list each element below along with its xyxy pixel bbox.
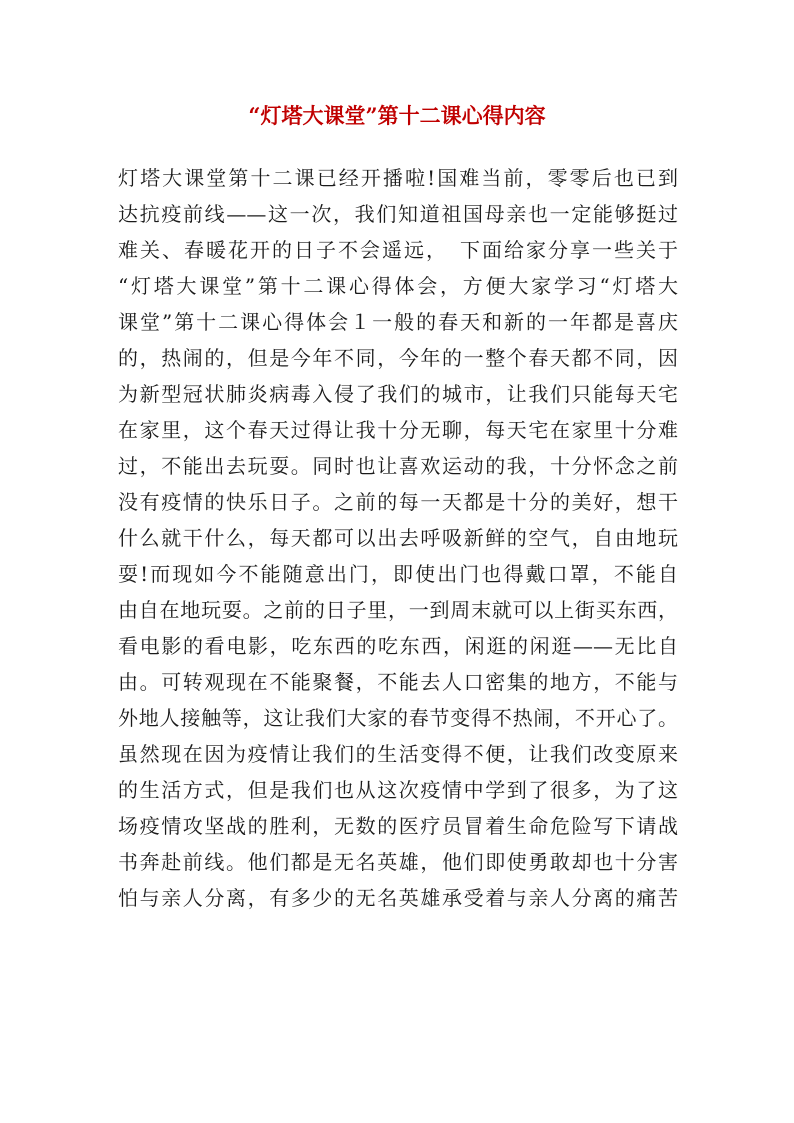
text-line-20: 书奔赴前线。他们都是无名英雄，他们即使勇敢却也十分害: [118, 850, 678, 874]
text-line-14: 看电影的看电影，吃东西的吃东西，闲逛的闲逛——无比自: [118, 634, 678, 658]
text-line-4: “灯塔大课堂”第十二课心得体会，方便大家学习“灯塔大: [118, 274, 678, 298]
text-line-6: 的，热闹的，但是今年不同，今年的一整个春天都不同，因: [118, 346, 678, 370]
text-line-17: 虽然现在因为疫情让我们的生活变得不便，让我们改变原来: [118, 742, 678, 766]
text-line-21: 怕与亲人分离，有多少的无名英雄承受着与亲人分离的痛苦: [118, 886, 678, 910]
text-line-3: 难关、春暖花开的日子不会遥远， 下面给家分享一些关于: [118, 238, 678, 262]
text-line-19: 场疫情攻坚战的胜利，无数的医疗员冒着生命危险写下请战: [118, 814, 678, 838]
text-line-8: 在家里，这个春天过得让我十分无聊，每天宅在家里十分难: [118, 418, 678, 442]
text-line-2: 达抗疫前线——这一次，我们知道祖国母亲也一定能够挺过: [118, 202, 678, 226]
text-line-10: 没有疫情的快乐日子。之前的每一天都是十分的美好，想干: [118, 490, 678, 514]
text-line-9: 过，不能出去玩耍。同时也让喜欢运动的我，十分怀念之前: [118, 454, 678, 478]
body-text: [118, 162, 678, 918]
text-line-18: 的生活方式，但是我们也从这次疫情中学到了很多，为了这: [118, 778, 678, 802]
text-line-11: 什么就干什么，每天都可以出去呼吸新鲜的空气，自由地玩: [118, 526, 678, 550]
page-title: “灯塔大课堂”第十二课心得内容: [248, 103, 546, 128]
text-line-13: 由自在地玩耍。之前的日子里，一到周末就可以上街买东西，: [118, 598, 678, 622]
text-line-12: 耍!而现如今不能随意出门，即使出门也得戴口罩，不能自: [118, 562, 678, 586]
text-line-7: 为新型冠状肺炎病毒入侵了我们的城市，让我们只能每天宅: [118, 382, 678, 406]
text-line-16: 外地人接触等，这让我们大家的春节变得不热闹，不开心了。: [118, 706, 678, 730]
text-line-1: 灯塔大课堂第十二课已经开播啦!国难当前，零零后也已到: [118, 166, 678, 190]
text-line-15: 由。可转观现在不能聚餐，不能去人口密集的地方，不能与: [118, 670, 678, 694]
text-line-5: 课堂”第十二课心得体会１一般的春天和新的一年都是喜庆: [118, 310, 678, 334]
